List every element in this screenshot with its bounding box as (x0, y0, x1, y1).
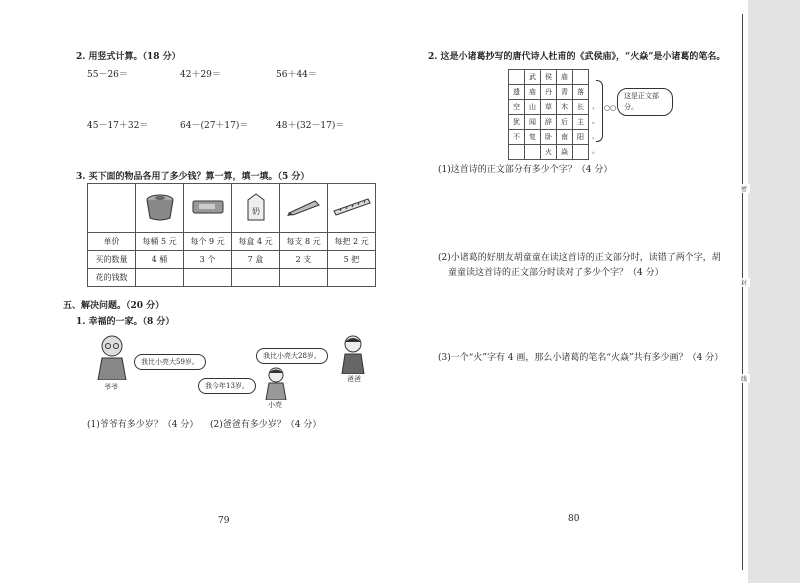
q3-title: 3. 买下面的物品各用了多少钱？算一算，填一填。（5 分） (76, 172, 310, 182)
price-cell: 每桶 5 元 (136, 233, 184, 251)
poem-cell: 主 (573, 115, 589, 130)
answer-cell[interactable] (232, 269, 280, 287)
section5-subquestion: (1)爷爷有多少岁？（4 分） (87, 420, 199, 430)
poem-cell (509, 70, 525, 85)
price-cell: 每盒 4 元 (232, 233, 280, 251)
dad-label: 爸爸 (347, 375, 361, 383)
dad-figure (338, 334, 368, 377)
poem-cell: 长 (573, 100, 589, 115)
poem-cell (525, 145, 541, 160)
seal-mark: 密 (738, 184, 750, 193)
quantity-cell: 5 把 (328, 251, 376, 269)
right-subquestion-3: (3)一个“火”字有 4 画，那么小诸葛的笔名“火焱”共有多少画？（4 分） (438, 353, 724, 363)
poem-mark: ， (592, 132, 599, 140)
price-cell: 每把 2 元 (328, 233, 376, 251)
kid-label: 小亮 (268, 401, 282, 409)
section5-q1-title: 1. 幸福的一家。（8 分） (76, 317, 175, 327)
quantity-cell: 3 个 (184, 251, 232, 269)
answer-cell[interactable] (280, 269, 328, 287)
row-header: 单价 (88, 233, 136, 251)
seal-mark: 封 (738, 278, 750, 287)
calc-item: 45－17＋32＝ (87, 121, 149, 131)
calc-item: 56＋44＝ (276, 70, 317, 80)
quantity-cell: 2 支 (280, 251, 328, 269)
poem-cell: 后 (557, 115, 573, 130)
bracket-icon (596, 80, 603, 142)
poem-mark: 。 (592, 147, 599, 155)
poem-cell (573, 70, 589, 85)
bucket-icon (136, 184, 184, 233)
right-q2-title: 2. 这是小诸葛抄写的唐代诗人杜甫的《武侯庙》，“火焱”是小诸葛的笔名。 (428, 52, 726, 62)
section5-subquestion: (2)爸爸有多少岁？（4 分） (210, 420, 322, 430)
svg-text:奶: 奶 (251, 207, 260, 216)
poem-cell: 不 (509, 130, 525, 145)
q2-title: 2. 用竖式计算。（18 分） (76, 52, 181, 62)
calc-item: 48＋(32－17)＝ (276, 121, 345, 131)
poem-cell: 南 (557, 130, 573, 145)
poem-cell (509, 145, 525, 160)
poem-cell: 武 (525, 70, 541, 85)
calc-item: 64－(27＋17)＝ (180, 121, 249, 131)
price-cell: 每个 9 元 (184, 233, 232, 251)
grandpa-speech-bubble: 我比小亮大59岁。 (134, 354, 206, 370)
thought-dots-icon: ○○ (604, 104, 617, 112)
answer-cell[interactable] (136, 269, 184, 287)
poem-mark: 。 (592, 117, 599, 125)
kid-speech-bubble: 我今年13岁。 (198, 378, 256, 394)
poem-cell: 山 (525, 100, 541, 115)
page-number-left: 79 (218, 516, 230, 526)
answer-cell[interactable] (328, 269, 376, 287)
poem-cell: 侯 (541, 70, 557, 85)
poem-cell: 木 (557, 100, 573, 115)
milk-box-icon (232, 184, 280, 233)
poem-cell: 辞 (541, 115, 557, 130)
calc-item: 55－26＝ (87, 70, 128, 80)
quantity-cell: 4 桶 (136, 251, 184, 269)
right-subquestion-1: (1)这首诗的正文部分有多少个字？（4 分） (438, 165, 613, 175)
poem-cell: 火 (541, 145, 557, 160)
poem-cell: 青 (557, 85, 573, 100)
poem-cell: 焱 (557, 145, 573, 160)
poem-cell: 草 (541, 100, 557, 115)
calc-item: 42＋29＝ (180, 70, 221, 80)
poem-cell: 遗 (509, 85, 525, 100)
poem-cell: 庙 (557, 70, 573, 85)
poem-cell: 闻 (525, 115, 541, 130)
poem-mark: ， (592, 102, 599, 110)
grandpa-figure (94, 334, 130, 383)
right-subquestion-2-line2: 童童读这首诗的正文部分时读对了多少个字？（4 分） (448, 268, 664, 278)
bread-icon (184, 184, 232, 233)
table-corner (88, 184, 136, 233)
pen-icon (280, 184, 328, 233)
poem-cell: 落 (573, 85, 589, 100)
seal-line (742, 14, 743, 570)
poem-cell: 复 (525, 130, 541, 145)
row-header: 花的钱数 (88, 269, 136, 287)
page-number-right: 80 (568, 514, 580, 524)
ruler-icon (328, 184, 376, 233)
poem-cell: 卧 (541, 130, 557, 145)
poem-grid (508, 69, 589, 160)
quantity-cell: 7 盒 (232, 251, 280, 269)
dad-speech-bubble: 我比小亮大28岁。 (256, 348, 328, 364)
grandpa-label: 爷爷 (104, 383, 118, 391)
price-cell: 每支 8 元 (280, 233, 328, 251)
poem-cell (573, 145, 589, 160)
poem-cell: 阳 (573, 130, 589, 145)
poem-cell: 空 (509, 100, 525, 115)
goods-table (87, 183, 376, 287)
section5-title: 五、解决问题。（20 分） (63, 301, 165, 311)
seal-mark: 线 (738, 374, 750, 383)
answer-cell[interactable] (184, 269, 232, 287)
poem-speech-bubble: 这是正文部分。 (617, 88, 673, 116)
poem-cell: 犹 (509, 115, 525, 130)
poem-cell: 庙 (525, 85, 541, 100)
row-header: 买的数量 (88, 251, 136, 269)
binding-strip (748, 0, 800, 583)
kid-figure (262, 366, 290, 403)
poem-cell: 丹 (541, 85, 557, 100)
right-subquestion-2-line1: (2)小诸葛的好朋友胡童童在读这首诗的正文部分时，读错了两个字，胡 (438, 253, 721, 263)
